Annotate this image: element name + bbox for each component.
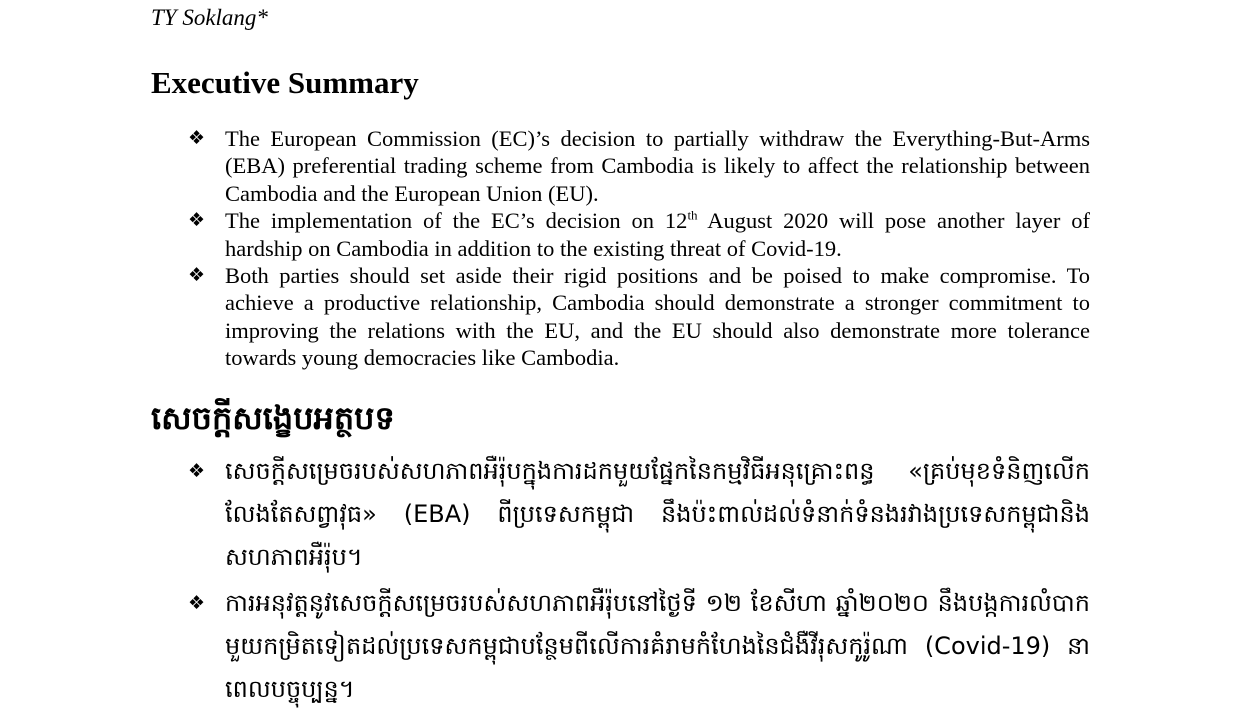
summary-text-end: August 2020 will pose another layer of hardship on Cambodia in addition to the existing threat of Covid-19. [225, 208, 1091, 261]
summary-text: The European Commission (EC)’s decision to partially withdraw the Everything-But-Arms (EBA) preferential trading scheme from Cambodia is likely to affect the relationship between Cambodia and the European Union (EU). [225, 126, 1090, 206]
list-item [188, 207, 1090, 262]
summary-text-km: ការអនុវត្តនូវសេចក្តីសម្រេចរបស់សហភាពអឺរ៉ុបនៅថ្ងៃទី ១២ ខែសីហា ឆ្នាំ២០២០ នឹងបង្កការលំបាកមួយកម្រិតទៀតដល់ប្រទេសកម្ពុជាបន្ថែមពីលើការគំរាមកំហែងនៃជំងឺវីរុសកូរ៉ូណា (Covid-19) នាពេលបច្ចុប្បន្ន។ [225, 589, 1090, 703]
list-item [188, 262, 1090, 372]
diamond-bullet-icon: ❖ [188, 209, 206, 232]
list-item [188, 450, 1090, 579]
diamond-bullet-icon: ❖ [188, 264, 206, 287]
summary-list-en [188, 125, 1090, 372]
diamond-bullet-icon: ❖ [188, 127, 206, 149]
summary-text-km: សេចក្តីសម្រេចរបស់សហភាពអឺរ៉ុបក្នុងការដកមួយផ្នែកនៃកម្មវិធីអនុគ្រោះពន្ធ «គ្រប់មុខទំនិញលើកលែងតែសព្វាវុធ» (EBA) ពីប្រទេសកម្ពុជា នឹងប៉ះពាល់ដល់ទំនាក់ទំនងរវាងប្រទេសកម្ពុជានិងសហភាពអឺរ៉ុប។ [225, 457, 1090, 571]
summary-text-start: The implementation of the EC’s decision on 12 [225, 208, 688, 234]
list-item [188, 582, 1090, 711]
summary-list-km [188, 450, 1090, 714]
ordinal-superscript: th [687, 207, 698, 223]
author-name: TY Soklang* [151, 5, 268, 30]
diamond-bullet-icon: ❖ [188, 460, 206, 482]
diamond-bullet-icon: ❖ [188, 592, 206, 614]
executive-summary-heading: Executive Summary [151, 65, 419, 100]
khmer-summary-heading: សេចក្តីសង្ខេបអត្ថបទ [151, 399, 395, 437]
summary-text: Both parties should set aside their rigid positions and be poised to make compromise. To achieve a productive relationship, Cambodia should demonstrate a stronger commitment to improving the relations with the EU, and the EU should also demonstrate more tolerance towards young democracies like Cambodia. [225, 263, 1090, 371]
list-item [188, 125, 1090, 207]
